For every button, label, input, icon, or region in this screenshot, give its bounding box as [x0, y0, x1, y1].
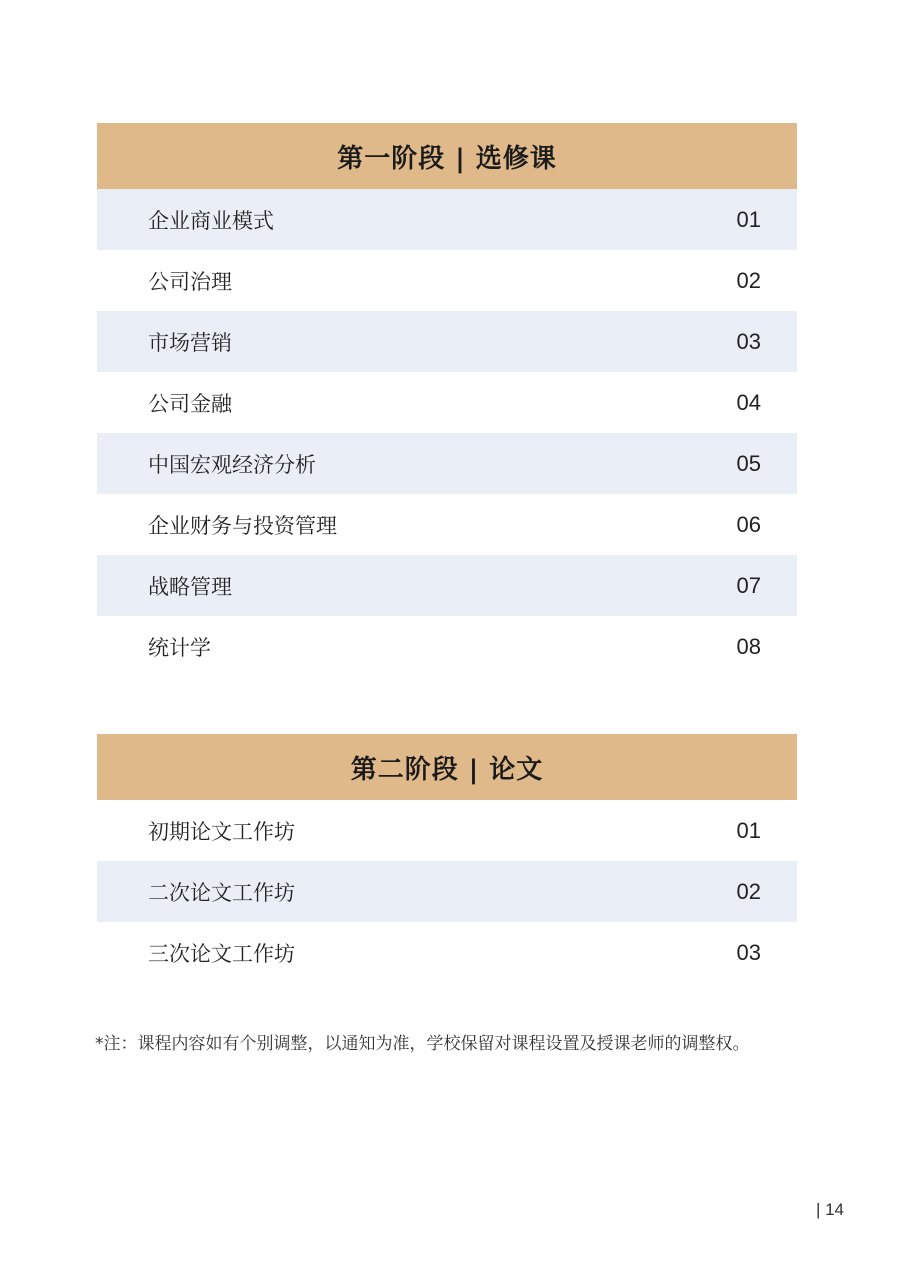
course-row — [97, 616, 797, 677]
course-row — [97, 494, 797, 555]
course-row — [97, 189, 797, 250]
course-name: 市场营销 — [148, 330, 232, 355]
section-thesis — [97, 734, 797, 983]
course-name: 三次论文工作坊 — [148, 941, 295, 966]
course-row — [97, 555, 797, 616]
course-number: 02 — [736, 267, 761, 293]
course-name: 战略管理 — [148, 574, 232, 599]
course-number: 08 — [736, 633, 761, 659]
course-number: 01 — [736, 817, 761, 843]
section-elective — [97, 123, 797, 677]
course-number: 03 — [736, 939, 761, 965]
section-title: 第二阶段 | 论文 — [97, 734, 797, 800]
course-number: 04 — [736, 389, 761, 415]
course-number: 03 — [736, 328, 761, 354]
course-row — [97, 433, 797, 494]
course-row — [97, 311, 797, 372]
course-name: 公司治理 — [148, 269, 232, 294]
course-number: 02 — [736, 878, 761, 904]
course-row — [97, 372, 797, 433]
course-row — [97, 922, 797, 983]
course-row — [97, 861, 797, 922]
course-name: 统计学 — [148, 635, 211, 660]
course-name: 初期论文工作坊 — [148, 819, 295, 844]
course-name: 企业财务与投资管理 — [148, 513, 337, 538]
section-title: 第一阶段 | 选修课 — [97, 123, 797, 189]
course-row — [97, 800, 797, 861]
course-row — [97, 250, 797, 311]
course-number: 06 — [736, 511, 761, 537]
course-name: 二次论文工作坊 — [148, 880, 295, 905]
course-number: 05 — [736, 450, 761, 476]
course-name: 企业商业模式 — [148, 208, 274, 233]
course-name: 公司金融 — [148, 391, 232, 416]
page-number: | 14 — [815, 1200, 844, 1219]
course-name: 中国宏观经济分析 — [148, 452, 316, 477]
course-number: 07 — [736, 572, 761, 598]
footnote: *注：课程内容如有个别调整，以通知为准，学校保留对课程设置及授课老师的调整权。 — [95, 1034, 750, 1054]
course-number: 01 — [736, 206, 761, 232]
